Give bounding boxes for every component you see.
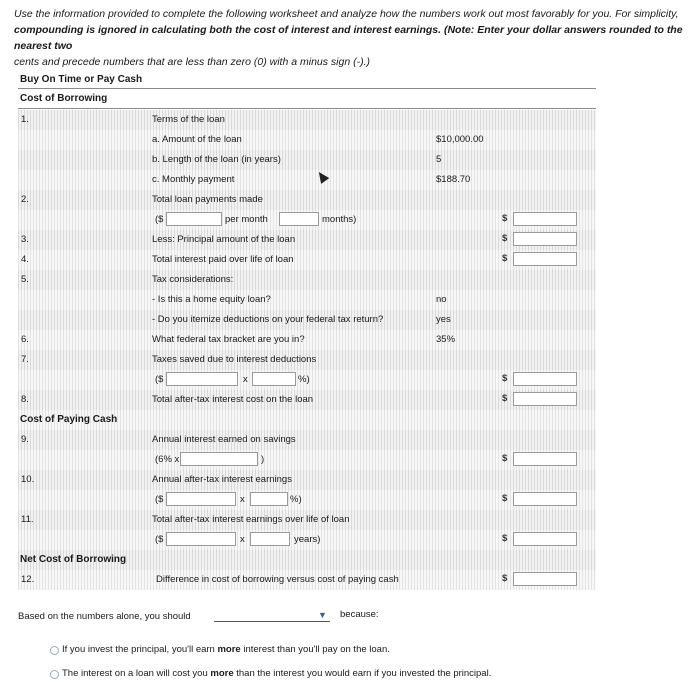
loan-amount-label: a. Amount of the loan xyxy=(152,134,242,145)
instructions-part3: cents and precede numbers that are less than zero (0) with a minus sign (-).) xyxy=(14,56,370,68)
less-principal-label: Less: Principal amount of the loan xyxy=(152,234,296,245)
total-payments-input[interactable] xyxy=(513,212,577,226)
instructions xyxy=(14,6,690,70)
row-number-5: 5. xyxy=(21,274,29,285)
dollar-sign: $ xyxy=(502,213,508,224)
annual-after-tax-label: Annual after-tax interest earnings xyxy=(152,474,292,485)
after-tax-cost-input[interactable] xyxy=(513,392,577,406)
times-sign: x xyxy=(240,494,245,505)
row-band xyxy=(18,490,596,510)
row-band xyxy=(18,170,596,190)
dollar-sign: $ xyxy=(502,493,508,504)
row-number-4: 4. xyxy=(21,254,29,265)
dollar-sign: $ xyxy=(502,533,508,544)
conclusion-prefix: Based on the numbers alone, you should xyxy=(18,611,191,622)
row-number-6: 6. xyxy=(21,334,29,345)
row-band xyxy=(18,330,596,350)
row-number-12: 12. xyxy=(21,574,35,585)
row-number-10: 10. xyxy=(21,474,35,485)
dollar-sign: $ xyxy=(502,453,508,464)
itemize-value: yes xyxy=(436,314,451,325)
row-number-1: 1. xyxy=(21,114,29,125)
row-number-7: 7. xyxy=(21,354,29,365)
row-band xyxy=(18,290,596,310)
principal-amount-input[interactable] xyxy=(513,232,577,246)
worksheet-title: Buy On Time or Pay Cash xyxy=(20,74,143,85)
dollar-sign: $ xyxy=(502,233,508,244)
row-band xyxy=(18,470,596,490)
section-cost-of-paying-cash: Cost of Paying Cash xyxy=(20,414,118,425)
row-number-2: 2. xyxy=(21,194,29,205)
row-number-8: 8. xyxy=(21,394,29,405)
instructions-part2: compounding is ignored in calculating both the cost of interest and interest earnings. (Note: Enter your dollar answers rounded to the nearest two xyxy=(14,24,683,52)
paren-dollar: ($ xyxy=(155,494,164,505)
loan-length-label: b. Length of the loan (in years) xyxy=(152,154,281,165)
paren-dollar: ($ xyxy=(155,374,164,385)
option-invest-text[interactable]: If you invest the principal, you'll earn more interest than you'll pay on the loan. xyxy=(62,644,390,655)
itemize-label: - Do you itemize deductions on your federal tax return? xyxy=(152,314,384,325)
annual-interest-label: Annual interest earned on savings xyxy=(152,434,296,445)
conclusion-suffix: because: xyxy=(340,609,379,620)
years-label: years) xyxy=(294,534,321,545)
tax-bracket-label: What federal tax bracket are you in? xyxy=(152,334,305,345)
total-interest-label: Total interest paid over life of loan xyxy=(152,254,294,265)
row-band xyxy=(18,430,596,450)
tax-bracket-value: 35% xyxy=(436,334,456,345)
difference-input[interactable] xyxy=(513,572,577,586)
total-after-tax-label: Total after-tax interest earnings over life of loan xyxy=(152,514,350,525)
dollar-sign: $ xyxy=(502,393,508,404)
row-band xyxy=(18,450,596,470)
percent-label: %) xyxy=(290,494,302,505)
instructions-part1: Use the information provided to complete the following worksheet and analyze how the numbers work out most favorably for you. For simplicity, xyxy=(14,8,679,20)
yearly-earnings-input[interactable] xyxy=(166,532,236,546)
row-band xyxy=(18,110,596,130)
savings-amount-input[interactable] xyxy=(180,452,258,466)
section-cost-of-borrowing: Cost of Borrowing xyxy=(20,93,108,104)
taxes-saved-input[interactable] xyxy=(513,372,577,386)
payment-per-month-input[interactable] xyxy=(166,212,222,226)
loan-amount-value: $10,000.00 xyxy=(436,134,484,145)
row-band xyxy=(18,190,596,210)
monthly-payment-value: $188.70 xyxy=(436,174,471,185)
row-band xyxy=(18,130,596,150)
row-number-3: 3. xyxy=(21,234,29,245)
months-label: months) xyxy=(322,214,357,225)
option-invest-radio[interactable] xyxy=(50,646,59,655)
per-month-label: per month xyxy=(225,214,268,225)
annual-earnings-input[interactable] xyxy=(166,492,236,506)
difference-label: Difference in cost of borrowing versus cost of paying cash xyxy=(156,574,399,585)
after-tax-cost-label: Total after-tax interest cost on the loan xyxy=(152,394,314,405)
times-sign: x xyxy=(240,534,245,545)
option-loan-cost-text[interactable]: The interest on a loan will cost you more than the interest you would earn if you invested the principal. xyxy=(62,668,492,679)
interest-amount-input[interactable] xyxy=(166,372,238,386)
monthly-payment-label: c. Monthly payment xyxy=(152,174,235,185)
dollar-sign: $ xyxy=(502,253,508,264)
after-tax-rate-input[interactable] xyxy=(250,492,288,506)
chevron-down-icon[interactable]: ▼ xyxy=(318,610,327,620)
section-net-cost-of-borrowing: Net Cost of Borrowing xyxy=(20,554,127,565)
annual-interest-input[interactable] xyxy=(513,452,577,466)
tax-considerations-label: Tax considerations: xyxy=(152,274,234,285)
number-of-months-input[interactable] xyxy=(279,212,319,226)
dollar-sign: $ xyxy=(502,573,508,584)
paren-dollar: ($ xyxy=(155,534,164,545)
six-percent-label: (6% x xyxy=(155,454,180,465)
dollar-sign: $ xyxy=(502,373,508,384)
conclusion-dropdown[interactable] xyxy=(214,610,330,622)
row-band xyxy=(18,270,596,290)
divider xyxy=(18,88,596,89)
times-sign: x xyxy=(243,374,248,385)
loan-length-value: 5 xyxy=(436,154,442,165)
tax-rate-input[interactable] xyxy=(252,372,296,386)
row-band xyxy=(18,150,596,170)
close-paren: ) xyxy=(261,454,265,465)
taxes-saved-label: Taxes saved due to interest deductions xyxy=(152,354,317,365)
total-interest-input[interactable] xyxy=(513,252,577,266)
total-after-tax-input[interactable] xyxy=(513,532,577,546)
paren-dollar: ($ xyxy=(155,214,164,225)
terms-of-loan-label: Terms of the loan xyxy=(152,114,225,125)
row-band xyxy=(18,230,596,250)
loan-years-input[interactable] xyxy=(250,532,290,546)
home-equity-value: no xyxy=(436,294,447,305)
option-loan-cost-radio[interactable] xyxy=(50,670,59,679)
row-number-9: 9. xyxy=(21,434,29,445)
percent-label: %) xyxy=(298,374,310,385)
annual-after-tax-input[interactable] xyxy=(513,492,577,506)
row-number-11: 11. xyxy=(21,514,34,525)
row-band xyxy=(18,250,596,270)
divider xyxy=(18,108,596,109)
total-payments-label: Total loan payments made xyxy=(152,194,263,205)
home-equity-label: - Is this a home equity loan? xyxy=(152,294,271,305)
